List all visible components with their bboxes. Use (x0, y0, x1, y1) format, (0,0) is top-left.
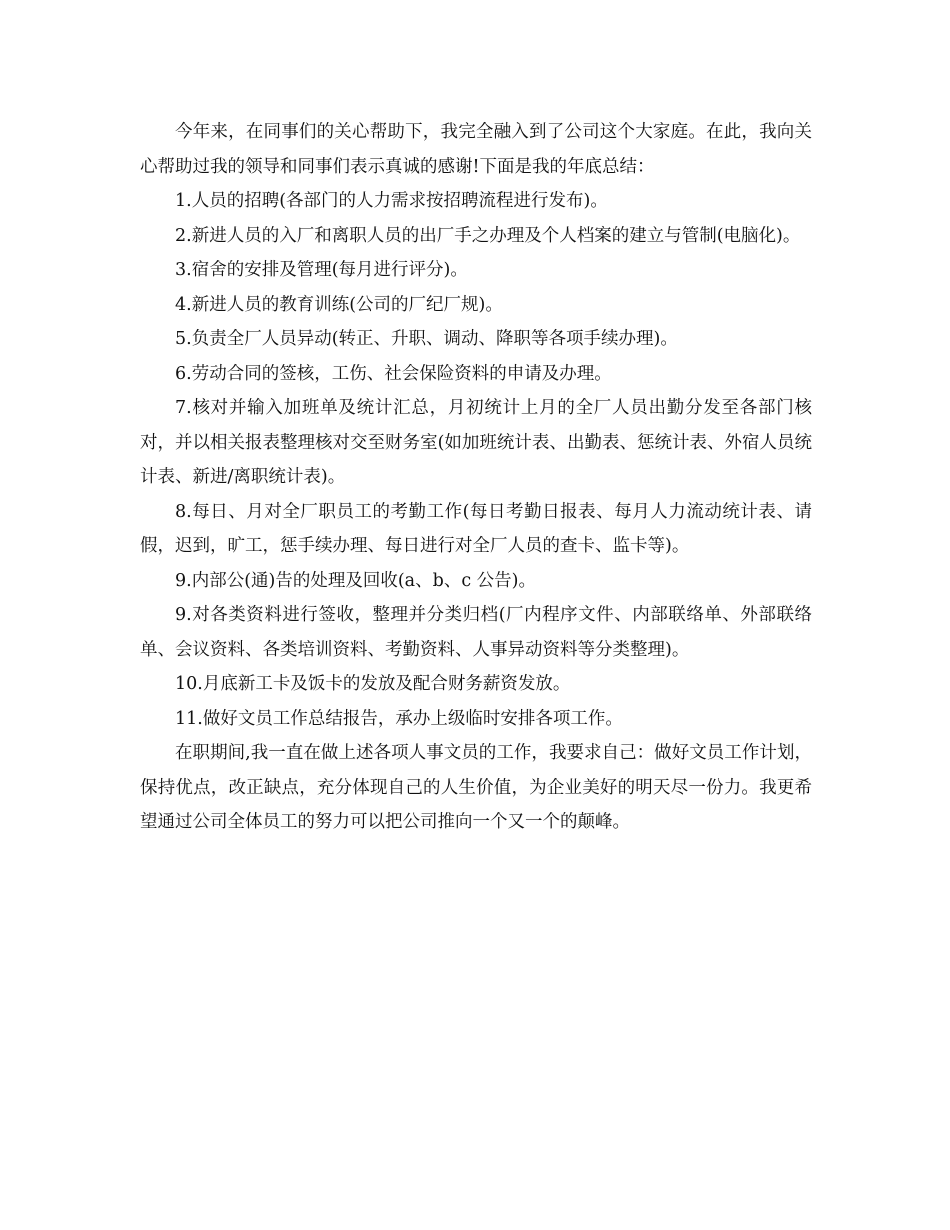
list-item-8: 8.每日、月对全厂职员工的考勤工作(每日考勤日报表、每月人力流动统计表、请假，迟到，旷工，惩手续办理、每日进行对全厂人员的查卡、监卡等)。 (140, 501, 812, 556)
list-item-11: 11.做好文员工作总结报告，承办上级临时安排各项工作。 (175, 708, 623, 729)
closing-paragraph: 在职期间,我一直在做上述各项人事文员的工作，我要求自己：做好文员工作计划，保持优点，改正缺点，充分体现自己的人生价值，为企业美好的明天尽一份力。我更希望通过公司全体员工的努力可以把公司推向一个又一个的颠峰。 (140, 743, 812, 832)
list-item-4: 4.新进人员的教育训练(公司的厂纪厂规)。 (175, 294, 503, 315)
list-item-9a: 9.内部公(通)告的处理及回收(a、b、c 公告)。 (175, 570, 537, 591)
list-item-9b: 9.对各类资料进行签收，整理并分类归档(厂内程序文件、内部联络单、外部联络单、会议资料、各类培训资料、考勤资料、人事异动资料等分类整理)。 (140, 605, 812, 660)
intro-paragraph: 今年来，在同事们的关心帮助下，我完全融入到了公司这个大家庭。在此，我向关心帮助过我的领导和同事们表示真诚的感谢!下面是我的年底总结： (140, 122, 812, 177)
list-item-6: 6.劳动合同的签核，工伤、社会保险资料的申请及办理。 (175, 363, 612, 384)
list-item-7: 7.核对并输入加班单及统计汇总，月初统计上月的全厂人员出勤分发至各部门核对，并以相关报表整理核对交至财务室(如加班统计表、出勤表、惩统计表、外宿人员统计表、新进/离职统计表)。 (140, 398, 812, 487)
list-item-5: 5.负责全厂人员异动(转正、升职、调动、降职等各项手续办理)。 (175, 329, 678, 349)
list-item-2: 2.新进人员的入厂和离职人员的出厂手之办理及个人档案的建立与管制(电脑化)。 (175, 225, 801, 246)
document-body (140, 115, 812, 840)
list-item-10: 10.月底新工卡及饭卡的发放及配合财务薪资发放。 (175, 674, 571, 694)
list-item-1: 1.人员的招聘(各部门的人力需求按招聘流程进行发布)。 (175, 191, 608, 211)
list-item-3: 3.宿舍的安排及管理(每月进行评分)。 (175, 260, 468, 280)
